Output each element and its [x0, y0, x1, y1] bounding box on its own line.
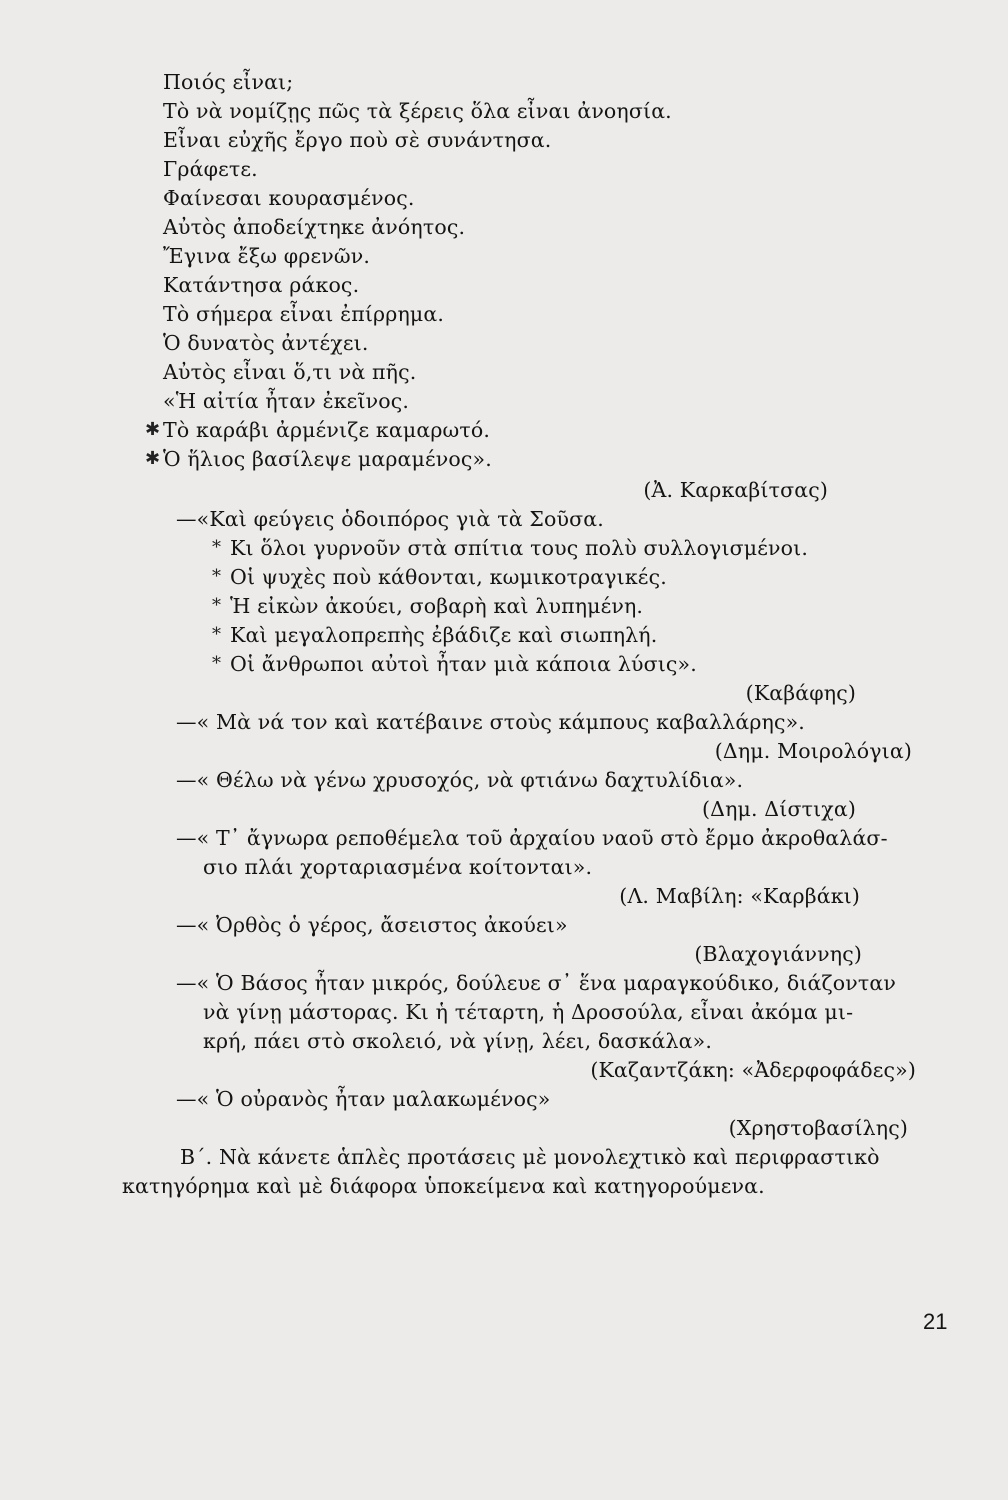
handwritten-mark-icon: ✱ — [145, 419, 161, 440]
quote-line: νὰ γίνῃ μάστορας. Κι ἡ τέταρτη, ἡ Δροσούλα, εἶναι ἀκόμα μι- — [203, 1000, 854, 1024]
quote-line: σιο πλάι χορταριασμένα κοίτονται». — [203, 855, 593, 879]
poem-line: Ποιός εἶναι; — [163, 70, 294, 94]
handwritten-mark-icon: ✱ — [145, 448, 161, 469]
poem-line: Κατάντησα ράκος. — [163, 273, 360, 297]
exercise-text: Β΄. Νὰ κάνετε ἁπλὲς προτάσεις μὲ μονολεχτικὸ καὶ περιφραστικὸ — [180, 1145, 880, 1169]
quote-line: —« Ὁ Βάσος ἦταν μικρός, δούλευε σ᾽ ἕνα μαραγκούδικο, διάζονταν — [176, 971, 896, 995]
poem-line: Τὸ καράβι ἀρμένιζε καμαρωτό. — [163, 418, 491, 442]
poem-line: Φαίνεσαι κουρασμένος. — [163, 186, 415, 210]
poem-line: Αὐτὸς ἀποδείχτηκε ἀνόητος. — [163, 215, 466, 239]
asterisk-mark-icon: * — [212, 653, 221, 674]
attribution: (Καζαντζάκη: «Ἀδερφοφάδες») — [590, 1058, 916, 1082]
attribution: (Δημ. Δίστιχα) — [701, 797, 856, 821]
page-number: 21 — [923, 1309, 948, 1334]
poem-line: «Ἡ αἰτία ἦταν ἐκεῖνος. — [163, 389, 410, 413]
poem-line: Εἶναι εὐχῆς ἔργο ποὺ σὲ συνάντησα. — [163, 128, 552, 152]
asterisk-mark-icon: * — [212, 566, 221, 587]
quote-line: Καὶ μεγαλοπρεπὴς ἐβάδιζε καὶ σιωπηλή. — [230, 623, 658, 647]
quote-line: Κι ὅλοι γυρνοῦν στὰ σπίτια τους πολὺ συλλογισμένοι. — [230, 536, 808, 560]
asterisk-mark-icon: * — [212, 624, 221, 645]
asterisk-mark-icon: * — [212, 595, 221, 616]
poem-line: Γράφετε. — [163, 157, 258, 181]
quote-line: κρή, πάει στὸ σκολειό, νὰ γίνῃ, λέει, δασκάλα». — [203, 1029, 713, 1053]
attribution: (Δημ. Μοιρολόγια) — [714, 739, 912, 763]
poem-line: Ὁ δυνατὸς ἀντέχει. — [163, 331, 369, 355]
quote-line: —« Ὁ οὐρανὸς ἦταν μαλακωμένος» — [176, 1087, 551, 1111]
quote-line: —« Τ᾽ ἄγνωρα ρεποθέμελα τοῦ ἀρχαίου ναοῦ στὸ ἔρμο ἀκροθαλάσ- — [176, 826, 888, 850]
poem-line: Τὸ νὰ νομίζῃς πῶς τὰ ξέρεις ὅλα εἶναι ἀνοησία. — [163, 99, 672, 123]
poem-line: Ἔγινα ἔξω φρενῶν. — [163, 244, 371, 268]
quote-line: —« Θέλω νὰ γένω χρυσοχός, νὰ φτιάνω δαχτυλίδια». — [176, 768, 744, 792]
attribution: (Λ. Μαβίλη: «Καρβάκι) — [619, 884, 860, 908]
quote-line: —«Καὶ φεύγεις ὁδοιπόρος γιὰ τὰ Σοῦσα. — [176, 507, 604, 531]
poem-line: Αὐτὸς εἶναι ὅ,τι νὰ πῆς. — [163, 360, 417, 384]
quote-line: Οἱ ψυχὲς ποὺ κάθονται, κωμικοτραγικές. — [230, 565, 667, 589]
poem-line: Τὸ σήμερα εἶναι ἐπίρρημα. — [163, 302, 445, 326]
quote-line: Οἱ ἄνθρωποι αὐτοὶ ἦταν μιὰ κάποια λύσις». — [230, 652, 697, 676]
quote-line: —« Ὀρθὸς ὁ γέρος, ἄσειστος ἀκούει» — [176, 913, 568, 937]
attribution: (Ἀ. Καρκαβίτσας) — [643, 478, 828, 502]
poem-line: Ὁ ἥλιος βασίλεψε μαραμένος». — [163, 447, 492, 471]
attribution: (Χρηστοβασίλης) — [728, 1116, 908, 1140]
quote-line: Ἡ εἰκὼν ἀκούει, σοβαρὴ καὶ λυπημένη. — [230, 594, 644, 618]
asterisk-mark-icon: * — [212, 537, 221, 558]
attribution: (Καβάφης) — [745, 681, 856, 705]
quote-line: —« Μὰ νά τον καὶ κατέβαινε στοὺς κάμπους καβαλλάρης». — [176, 710, 805, 734]
exercise-text: κατηγόρημα καὶ μὲ διάφορα ὑποκείμενα καὶ κατηγορούμενα. — [122, 1174, 765, 1198]
attribution: (Βλαχογιάννης) — [694, 942, 862, 966]
